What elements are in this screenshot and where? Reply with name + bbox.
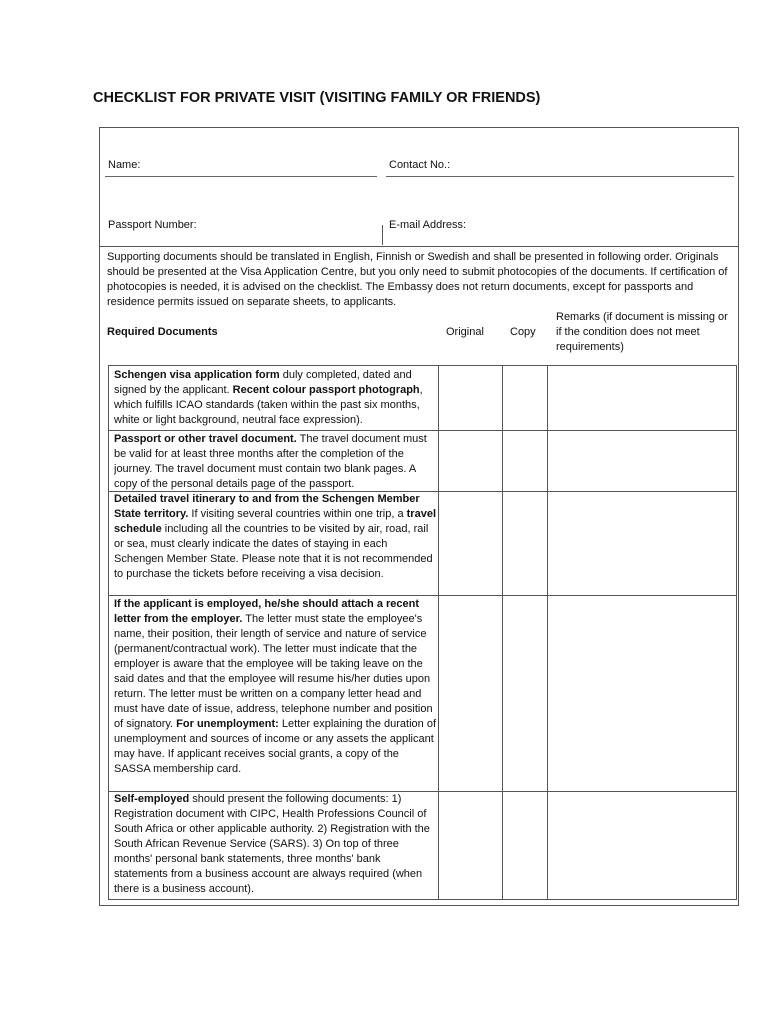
bold-run: travel schedule: [114, 508, 436, 535]
row-border: [108, 430, 737, 431]
row-passport: Passport or other travel document. The travel document must be valid for at least three months after the completion of the journey. The travel document must contain two blank pages. A copy of the personal details page of the passport.: [114, 433, 427, 490]
bold-run: Schengen visa application form: [114, 369, 280, 381]
grid-line-copy: [502, 365, 503, 900]
field-divider: [382, 225, 383, 245]
passport-label: Passport Number:: [108, 219, 197, 231]
required-documents-header: Required Documents: [107, 326, 218, 338]
bold-run: Recent colour passport photograph: [232, 384, 420, 396]
bold-run: Passport or other travel document.: [114, 433, 297, 445]
bold-run: If the applicant is employed, he/she should attach a recent letter from the employer.: [114, 598, 420, 625]
grid-line-remarks: [547, 365, 548, 900]
bold-run: Self-employed: [114, 793, 190, 805]
email-label: E-mail Address:: [389, 219, 467, 231]
section-divider: [100, 246, 738, 247]
row-application-form: Schengen visa application form duly completed, dated and signed by the applicant. Recent colour passport photograph, which fulfills ICAO standards (taken within the past six months, white or light background, neutral face expression).: [114, 369, 423, 426]
original-header: Original: [446, 326, 484, 338]
name-label: Name:: [108, 159, 141, 171]
checklist-form: [99, 127, 739, 906]
bold-run: For unemployment:: [176, 718, 279, 730]
row-employment: If the applicant is employed, he/she should attach a recent letter from the employer. The letter must state the employee's name, their position, their length of service and nature of service (permanent/contractual work). The letter must indicate that the employer is aware that the employee will be taking leave on the said dates and that the employee will resume his/her duties upon return. The letter must be written on a company letter head and must have date of issue, address, telephone number and position of signatory. For unemployment: Letter explaining the duration of unemployment and sources of income or any assets the applicant may have. If applicant receives social grants, a copy of the SASSA membership card.: [114, 598, 436, 775]
grid-line-original: [438, 365, 439, 900]
contact-field[interactable]: [386, 176, 734, 177]
bold-run: Detailed travel itinerary to and from the Schengen Member State territory.: [114, 493, 420, 520]
row-self-employed: Self-employed should present the following documents: 1) Registration document with CIPC, Health Professions Council of South Africa or other applicable authority. 2) Registration with the South African Revenue Service (SARS). 3) On top of three months' personal bank statements, three months' bank statements from a business account are always required (when there is a business account).: [114, 793, 430, 895]
row-itinerary: Detailed travel itinerary to and from the Schengen Member State territory. If visiting several countries within one trip, a travel schedule including all the countries to be visited by air, road, rail or sea, must clearly indicate the dates of staying in each Schengen Member State. Please note that it is not recommended to purchase the tickets before receiving a visa decision.: [114, 493, 436, 580]
row-border: [108, 365, 737, 366]
copy-header: Copy: [510, 326, 536, 338]
remarks-header: Remarks (if document is missing or if the condition does not meet requirements): [556, 311, 728, 353]
intro-text: Supporting documents should be translated in English, Finnish or Swedish and shall be presented in following order. Originals should be presented at the Visa Application Centre, but you only need to submit photocopies of the documents. If certification of photocopies is needed, it is advised on the checklist. The Embassy does not return documents, except for passports and residence permits issued on separate sheets, to applicants.: [107, 251, 728, 308]
grid-line-left: [108, 365, 109, 900]
contact-label: Contact No.:: [389, 159, 451, 171]
page-title: CHECKLIST FOR PRIVATE VISIT (VISITING FAMILY OR FRIENDS): [93, 90, 541, 106]
name-field[interactable]: [105, 176, 377, 177]
row-border: [108, 899, 737, 900]
grid-line-right: [736, 365, 737, 900]
row-border: [108, 595, 737, 596]
